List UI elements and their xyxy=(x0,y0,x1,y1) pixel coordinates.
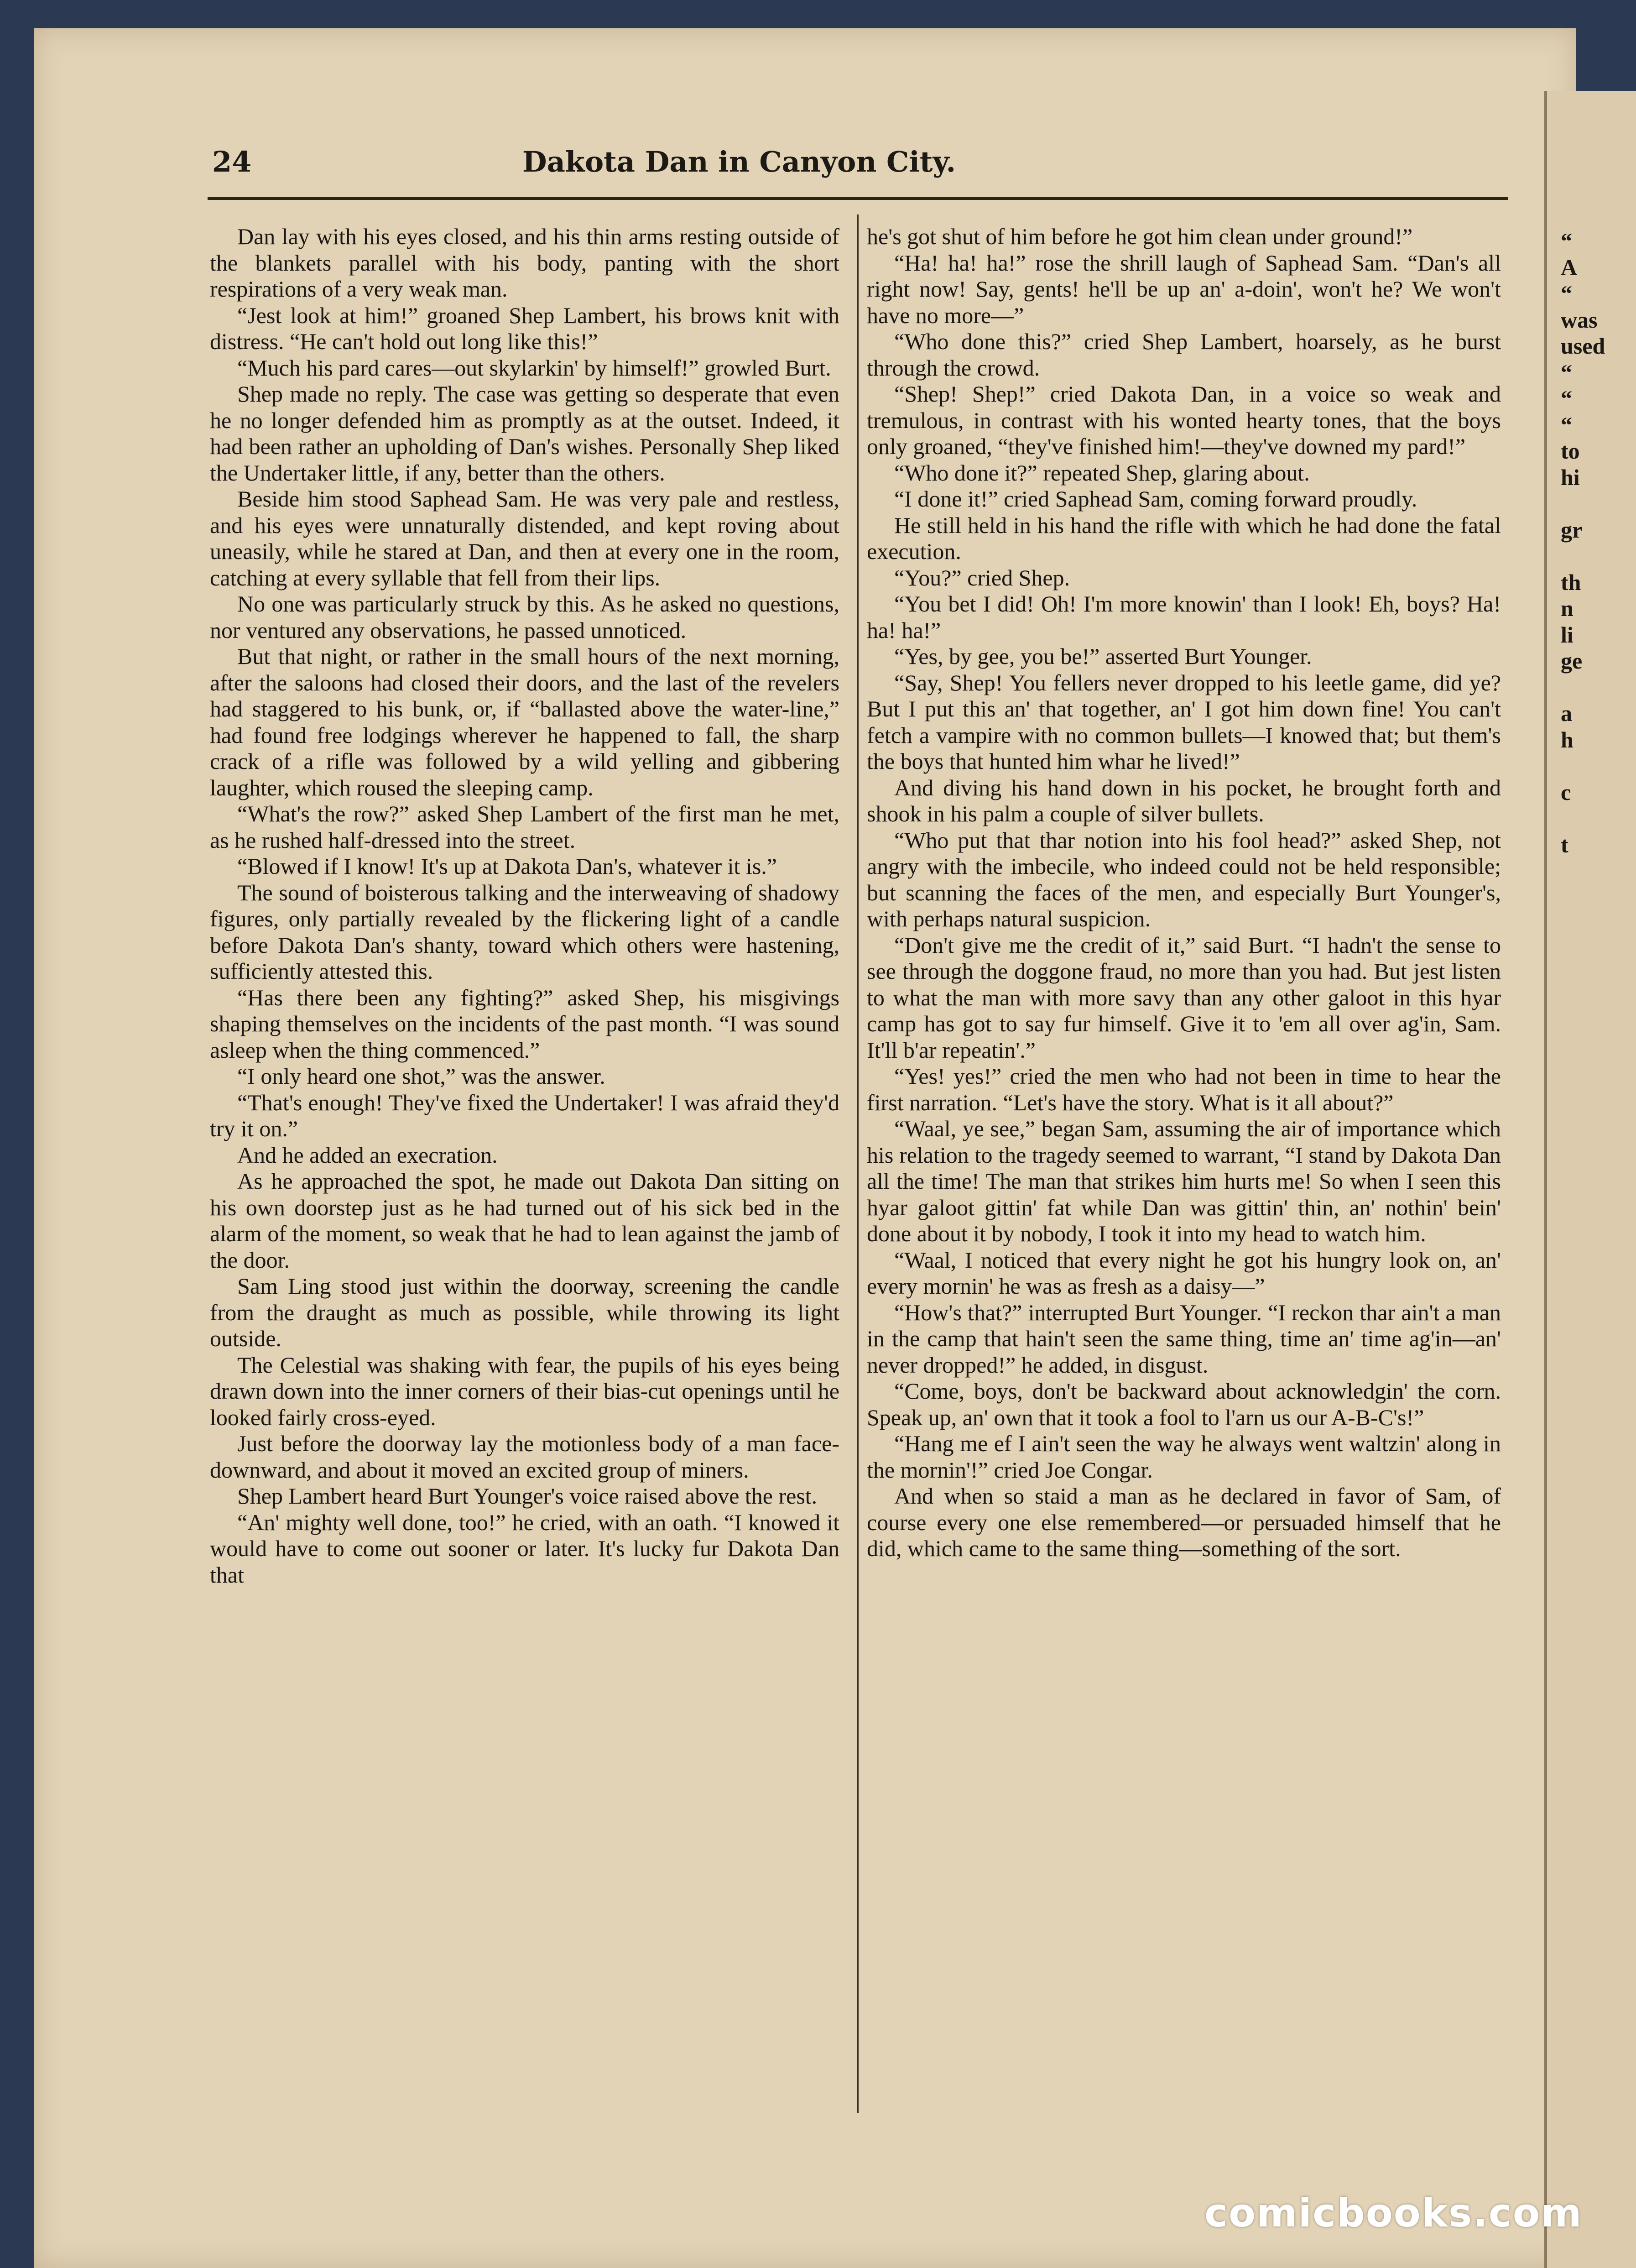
paragraph: “Who put that thar notion into his fool head?” asked Shep, not angry with the imbecile, who indeed could not be held responsible; but scanning the faces of the men, and especially Burt Younger's, with perhaps natural suspicion. xyxy=(867,827,1501,931)
paragraph: “Waal, ye see,” began Sam, assuming the air of importance which his relation to the tragedy seemed to warrant, “I stand by Dakota Dan all the time! The man that strikes him hurts me! So when I seen this hyar galoot gittin' fat while Dan was gittin' thin, an' nothin' bein' done about it by nobody, I took it into my head to watch him. xyxy=(867,1116,1501,1246)
paragraph: “How's that?” interrupted Burt Younger. “I reckon thar ain't a man in the camp that hain't seen the same thing, time an' time ag'in—an' never dropped!” he added, in disgust. xyxy=(867,1299,1501,1378)
paragraph: The Celestial was shaking with fear, the pupils of his eyes being drawn down into the inner corners of their bias-cut openings until he looked fairly cross-eyed. xyxy=(210,1352,839,1430)
paragraph: “That's enough! They've fixed the Undertaker! I was afraid they'd try it on.” xyxy=(210,1089,839,1141)
facing-line xyxy=(1561,674,1634,701)
paragraph: “Who done it?” repeated Shep, glaring about. xyxy=(894,460,1310,486)
facing-line: h xyxy=(1561,726,1573,753)
facing-line: gr xyxy=(1561,517,1583,543)
facing-line: n xyxy=(1561,596,1573,621)
facing-line: “ xyxy=(1561,228,1572,254)
paragraph: Sam Ling stood just within the doorway, screening the candle from the draught as much as possible, while throwing its light outside. xyxy=(210,1273,839,1351)
facing-line xyxy=(1561,753,1634,779)
watermark: comicbooks.com xyxy=(1204,2190,1583,2236)
paragraph: Just before the doorway lay the motionless body of a man face-downward, and about it moved an excited group of miners. xyxy=(210,1431,839,1483)
paragraph: “Don't give me the credit of it,” said Burt. “I hadn't the sense to see through the doggone fraud, no more than you had. But jest listen to what the man with more savy than any other galoot in this hyar camp has got to say fur himself. Give it to 'em all over ag'in, Sam. It'll b'ar repeatin'.” xyxy=(867,932,1501,1063)
paragraph: “Shep! Shep!” cried Dakota Dan, in a voice so weak and tremulous, in contrast with his wonted hearty tones, that the boys only groaned, “they've finished him!—they've downed my pard!” xyxy=(867,381,1501,459)
facing-line: “ xyxy=(1561,359,1572,385)
paragraph: Shep made no reply. The case was getting so desperate that even he no longer defended him as promptly as at the outset. Indeed, it had been rather an upholding of Dan's wishes. Personally Shep liked the Undertaker little, if any, better than the others. xyxy=(210,381,839,486)
facing-line: th xyxy=(1561,569,1581,595)
facing-line: A xyxy=(1561,254,1578,280)
facing-line xyxy=(1561,805,1634,832)
column-divider xyxy=(857,214,859,2113)
paragraph: “Much his pard cares—out skylarkin' by himself!” growled Burt. xyxy=(237,355,831,381)
left-column xyxy=(210,224,839,2117)
facing-line: t xyxy=(1561,831,1568,857)
page-header xyxy=(212,145,1211,195)
paragraph: “Who done this?” cried Shep Lambert, hoarsely, as he burst through the crowd. xyxy=(867,329,1501,381)
facing-line: to xyxy=(1561,438,1580,464)
facing-line: “ xyxy=(1561,281,1572,306)
paragraph: Shep Lambert heard Burt Younger's voice raised above the rest. xyxy=(237,1483,818,1509)
facing-line: “ xyxy=(1561,412,1572,438)
paragraph: “Jest look at him!” groaned Shep Lambert, his brows knit with distress. “He can't hold out long like this!” xyxy=(210,302,839,354)
facing-line: used xyxy=(1561,333,1605,359)
paragraph: “Say, Shep! You fellers never dropped to his leetle game, did ye? But I put this an' that together, an' I got him down fine! You can't fetch a vampire with no common bullets—I knowed that; but them's the boys that hunted him whar he lived!” xyxy=(867,669,1501,774)
paragraph: But that night, or rather in the small hours of the next morning, after the saloons had closed their doors, and the last of the revelers had staggered to his bunk, or, if “ballasted above the water-line,” had found free lodgings wherever he happened to fall, the sharp crack of a rifle was followed by a wild yelling and gibbering laughter, which roused the sleeping camp. xyxy=(210,643,839,800)
paragraph: No one was particularly struck by this. As he asked no questions, nor ventured any observations, he passed unnoticed. xyxy=(210,591,839,643)
facing-line: “ xyxy=(1561,386,1572,411)
paragraph: “You?” cried Shep. xyxy=(894,564,1070,591)
facing-line: a xyxy=(1561,700,1572,726)
paragraph: “Yes! yes!” cried the men who had not been in time to hear the first narration. “Let's have the story. What is it all about?” xyxy=(867,1063,1501,1115)
paragraph: “What's the row?” asked Shep Lambert of the first man he met, as he rushed half-dressed into the street. xyxy=(210,801,839,853)
facing-page-edge xyxy=(1544,91,1636,2268)
paragraph: Dan lay with his eyes closed, and his thin arms resting outside of the blankets parallel with his body, panting with the short respirations of a very weak man. xyxy=(210,224,839,302)
paragraph: And when so staid a man as he declared in favor of Sam, of course every one else remembered—or persuaded himself that he did, which came to the same thing—something of the sort. xyxy=(867,1483,1501,1561)
facing-line: hi xyxy=(1561,464,1580,490)
header-rule xyxy=(208,197,1508,200)
facing-line: c xyxy=(1561,779,1571,805)
paragraph: “Ha! ha! ha!” rose the shrill laugh of Saphead Sam. “Dan's all right now! Say, gents! he'll be up an' a-doin', won't he? We won't have no more—” xyxy=(867,250,1501,328)
paragraph: “Waal, I noticed that every night he got his hungry look on, an' every mornin' he was as fresh as a daisy—” xyxy=(867,1247,1501,1299)
paragraph: he's got shut of him before he got him clean under ground!” xyxy=(867,224,1413,249)
facing-line xyxy=(1561,543,1634,570)
paragraph: “Has there been any fighting?” asked Shep, his misgivings shaping themselves on the incidents of the past month. “I was sound asleep when the thing commenced.” xyxy=(210,984,839,1063)
facing-line: was xyxy=(1561,307,1598,333)
paragraph: “Blowed if I know! It's up at Dakota Dan's, whatever it is.” xyxy=(237,853,777,879)
paragraph: As he approached the spot, he made out Dakota Dan sitting on his own doorstep just as he had turned out of his sick bed in the alarm of the moment, so weak that he had to lean against the jamb of the door. xyxy=(210,1168,839,1273)
facing-page-text xyxy=(1561,228,1634,858)
paragraph: He still held in his hand the rifle with which he had done the fatal execution. xyxy=(867,512,1501,564)
paragraph: Beside him stood Saphead Sam. He was very pale and restless, and his eyes were unnaturally distended, and kept roving about uneasily, while he stared at Dan, and then at every one in the room, catching at every syllable that fell from their lips. xyxy=(210,486,839,591)
paragraph: “I only heard one shot,” was the answer. xyxy=(237,1063,605,1089)
facing-line: li xyxy=(1561,622,1573,648)
paragraph: “Hang me ef I ain't seen the way he always went waltzin' along in the mornin'!” cried Joe Congar. xyxy=(867,1431,1501,1483)
page-number: 24 xyxy=(212,145,252,178)
paragraph: “I done it!” cried Saphead Sam, coming forward proudly. xyxy=(894,486,1417,512)
right-column xyxy=(867,224,1501,2117)
paragraph: “You bet I did! Oh! I'm more knowin' than I look! Eh, boys? Ha! ha! ha!” xyxy=(867,591,1501,643)
paragraph: “An' mighty well done, too!” he cried, with an oath. “I knowed it would have to come out sooner or later. It's lucky fur Dakota Dan that xyxy=(210,1509,839,1588)
paragraph: “Come, boys, don't be backward about acknowledgin' the corn. Speak up, an' own that it took a fool to l'arn us our A-B-C's!” xyxy=(867,1378,1501,1430)
paragraph: And he added an execration. xyxy=(237,1142,498,1168)
running-title: Dakota Dan in Canyon City. xyxy=(522,145,956,178)
paragraph: The sound of boisterous talking and the interweaving of shadowy figures, only partially revealed by the flickering light of a candle before Dakota Dan's shanty, toward which others were hastening, sufficiently attested this. xyxy=(210,879,839,984)
paragraph: And diving his hand down in his pocket, he brought forth and shook in his palm a couple of silver bullets. xyxy=(867,774,1501,826)
facing-line: ge xyxy=(1561,648,1583,674)
facing-line xyxy=(1561,491,1634,517)
paragraph: “Yes, by gee, you be!” asserted Burt Younger. xyxy=(894,643,1312,669)
